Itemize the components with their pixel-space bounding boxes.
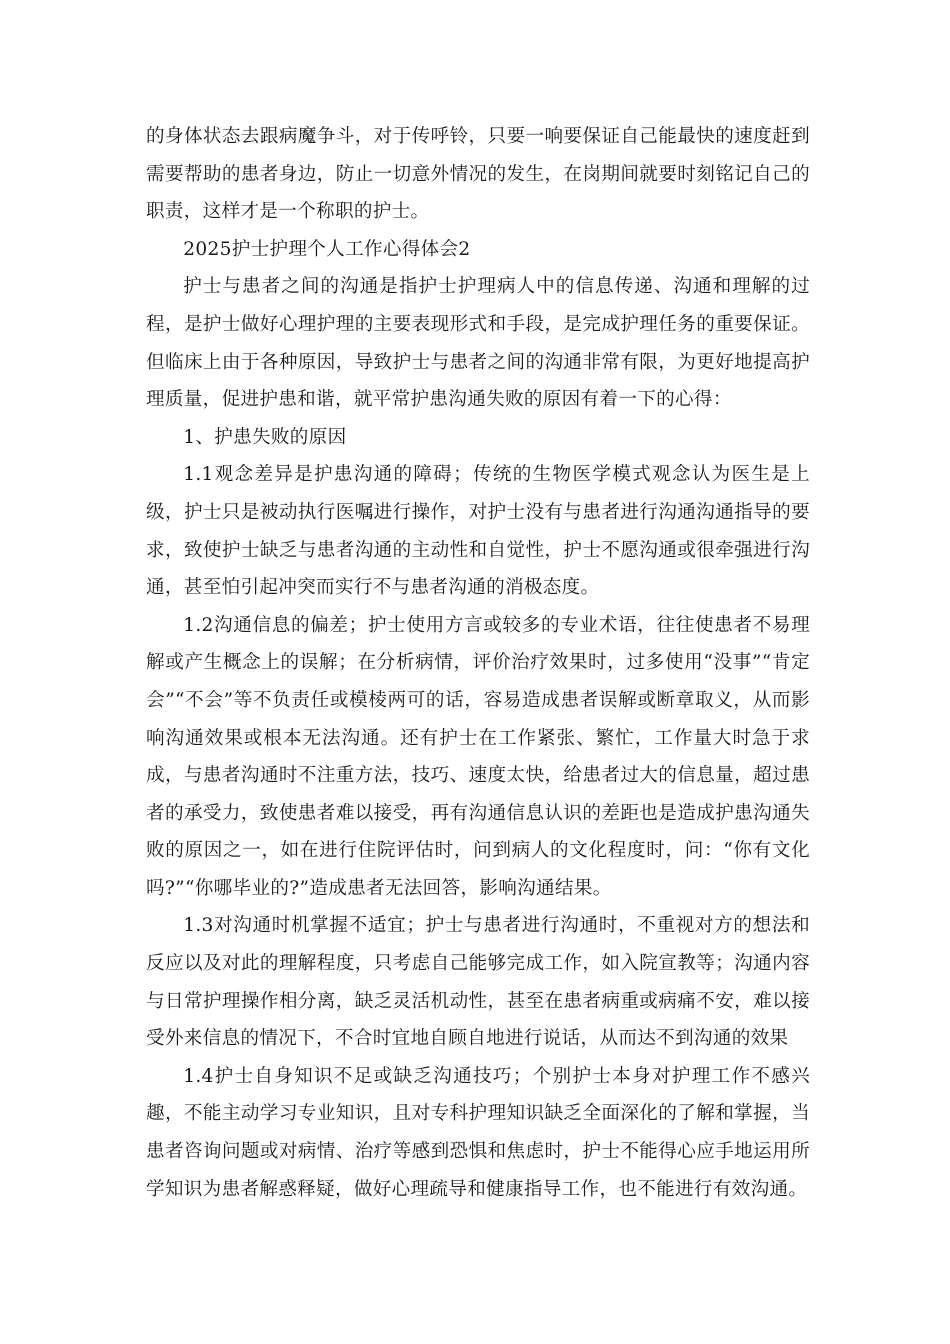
paragraph-1-2: 1.2沟通信息的偏差；护士使用方言或较多的专业术语，往往使患者不易理解或产生概念上的误解；在分析病情，评价治疗效果时，过多使用“没事”“肯定会”“不会”等不负责任或模棱两可的话，容易造成患者误解或断章取义，从而影响沟通效果或根本无法沟通。还有护士在工作紧张、繁忙，工作量大时急于求成，与患者沟通时不注重方法，技巧、速度太快，给患者过大的信息量，超过患者的承受力，致使患者难以接受，再有沟通信息认识的差距也是造成护患沟通失败的原因之一，如在进行住院评估时，问到病人的文化程度时，问：“你有文化吗?”“你哪毕业的?”造成患者无法回答，影响沟通结果。: [146, 614, 810, 899]
subsection-heading: 1、护患失败的原因: [183, 426, 347, 448]
paragraph-continuation: 的身体状态去跟病魔争斗，对于传呼铃，只要一响要保证自己能最快的速度赶到需要帮助的患者身边，防止一切意外情况的发生，在岗期间就要时刻铭记自己的职责，这样才是一个称职的护士。: [146, 126, 810, 223]
paragraph-1-1: 1.1观念差异是护患沟通的障碍；传统的生物医学模式观念认为医生是上级，护士只是被动执行医嘱进行操作，对护士没有与患者进行沟通沟通指导的要求，致使护士缺乏与患者沟通的主动性和自觉性，护士不愿沟通或很牵强进行沟通，甚至怕引起冲突而实行不与患者沟通的消极态度。: [146, 464, 810, 599]
section-heading: 2025护士护理个人工作心得体会2: [183, 238, 471, 260]
paragraph-1-3: 1.3对沟通时机掌握不适宜；护士与患者进行沟通时，不重视对方的想法和反应以及对此的理解程度，只考虑自己能够完成工作，如入院宣教等；沟通内容与日常护理操作相分离，缺乏灵活机动性，甚至在患者病重或病痛不安，难以接受外来信息的情况下，不合时宜地自顾自地进行说话，从而达不到沟通的效果: [146, 915, 810, 1050]
document-body: [146, 118, 810, 1208]
paragraph-intro: 护士与患者之间的沟通是指护士护理病人中的信息传递、沟通和理解的过程，是护士做好心理护理的主要表现形式和手段，是完成护理任务的重要保证。但临床上由于各种原因，导致护士与患者之间的沟通非常有限，为更好地提高护理质量，促进护患和谐，就平常护患沟通失败的原因有着一下的心得：: [146, 276, 810, 411]
paragraph-1-4: 1.4护士自身知识不足或缺乏沟通技巧；个别护士本身对护理工作不感兴趣，不能主动学习专业知识，且对专科护理知识缺乏全面深化的了解和掌握，当患者咨询问题或对病情、治疗等感到恐惧和焦虑时，护士不能得心应手地运用所学知识为患者解惑释疑，做好心理疏导和健康指导工作，也不能进行有效沟通。: [146, 1065, 810, 1200]
